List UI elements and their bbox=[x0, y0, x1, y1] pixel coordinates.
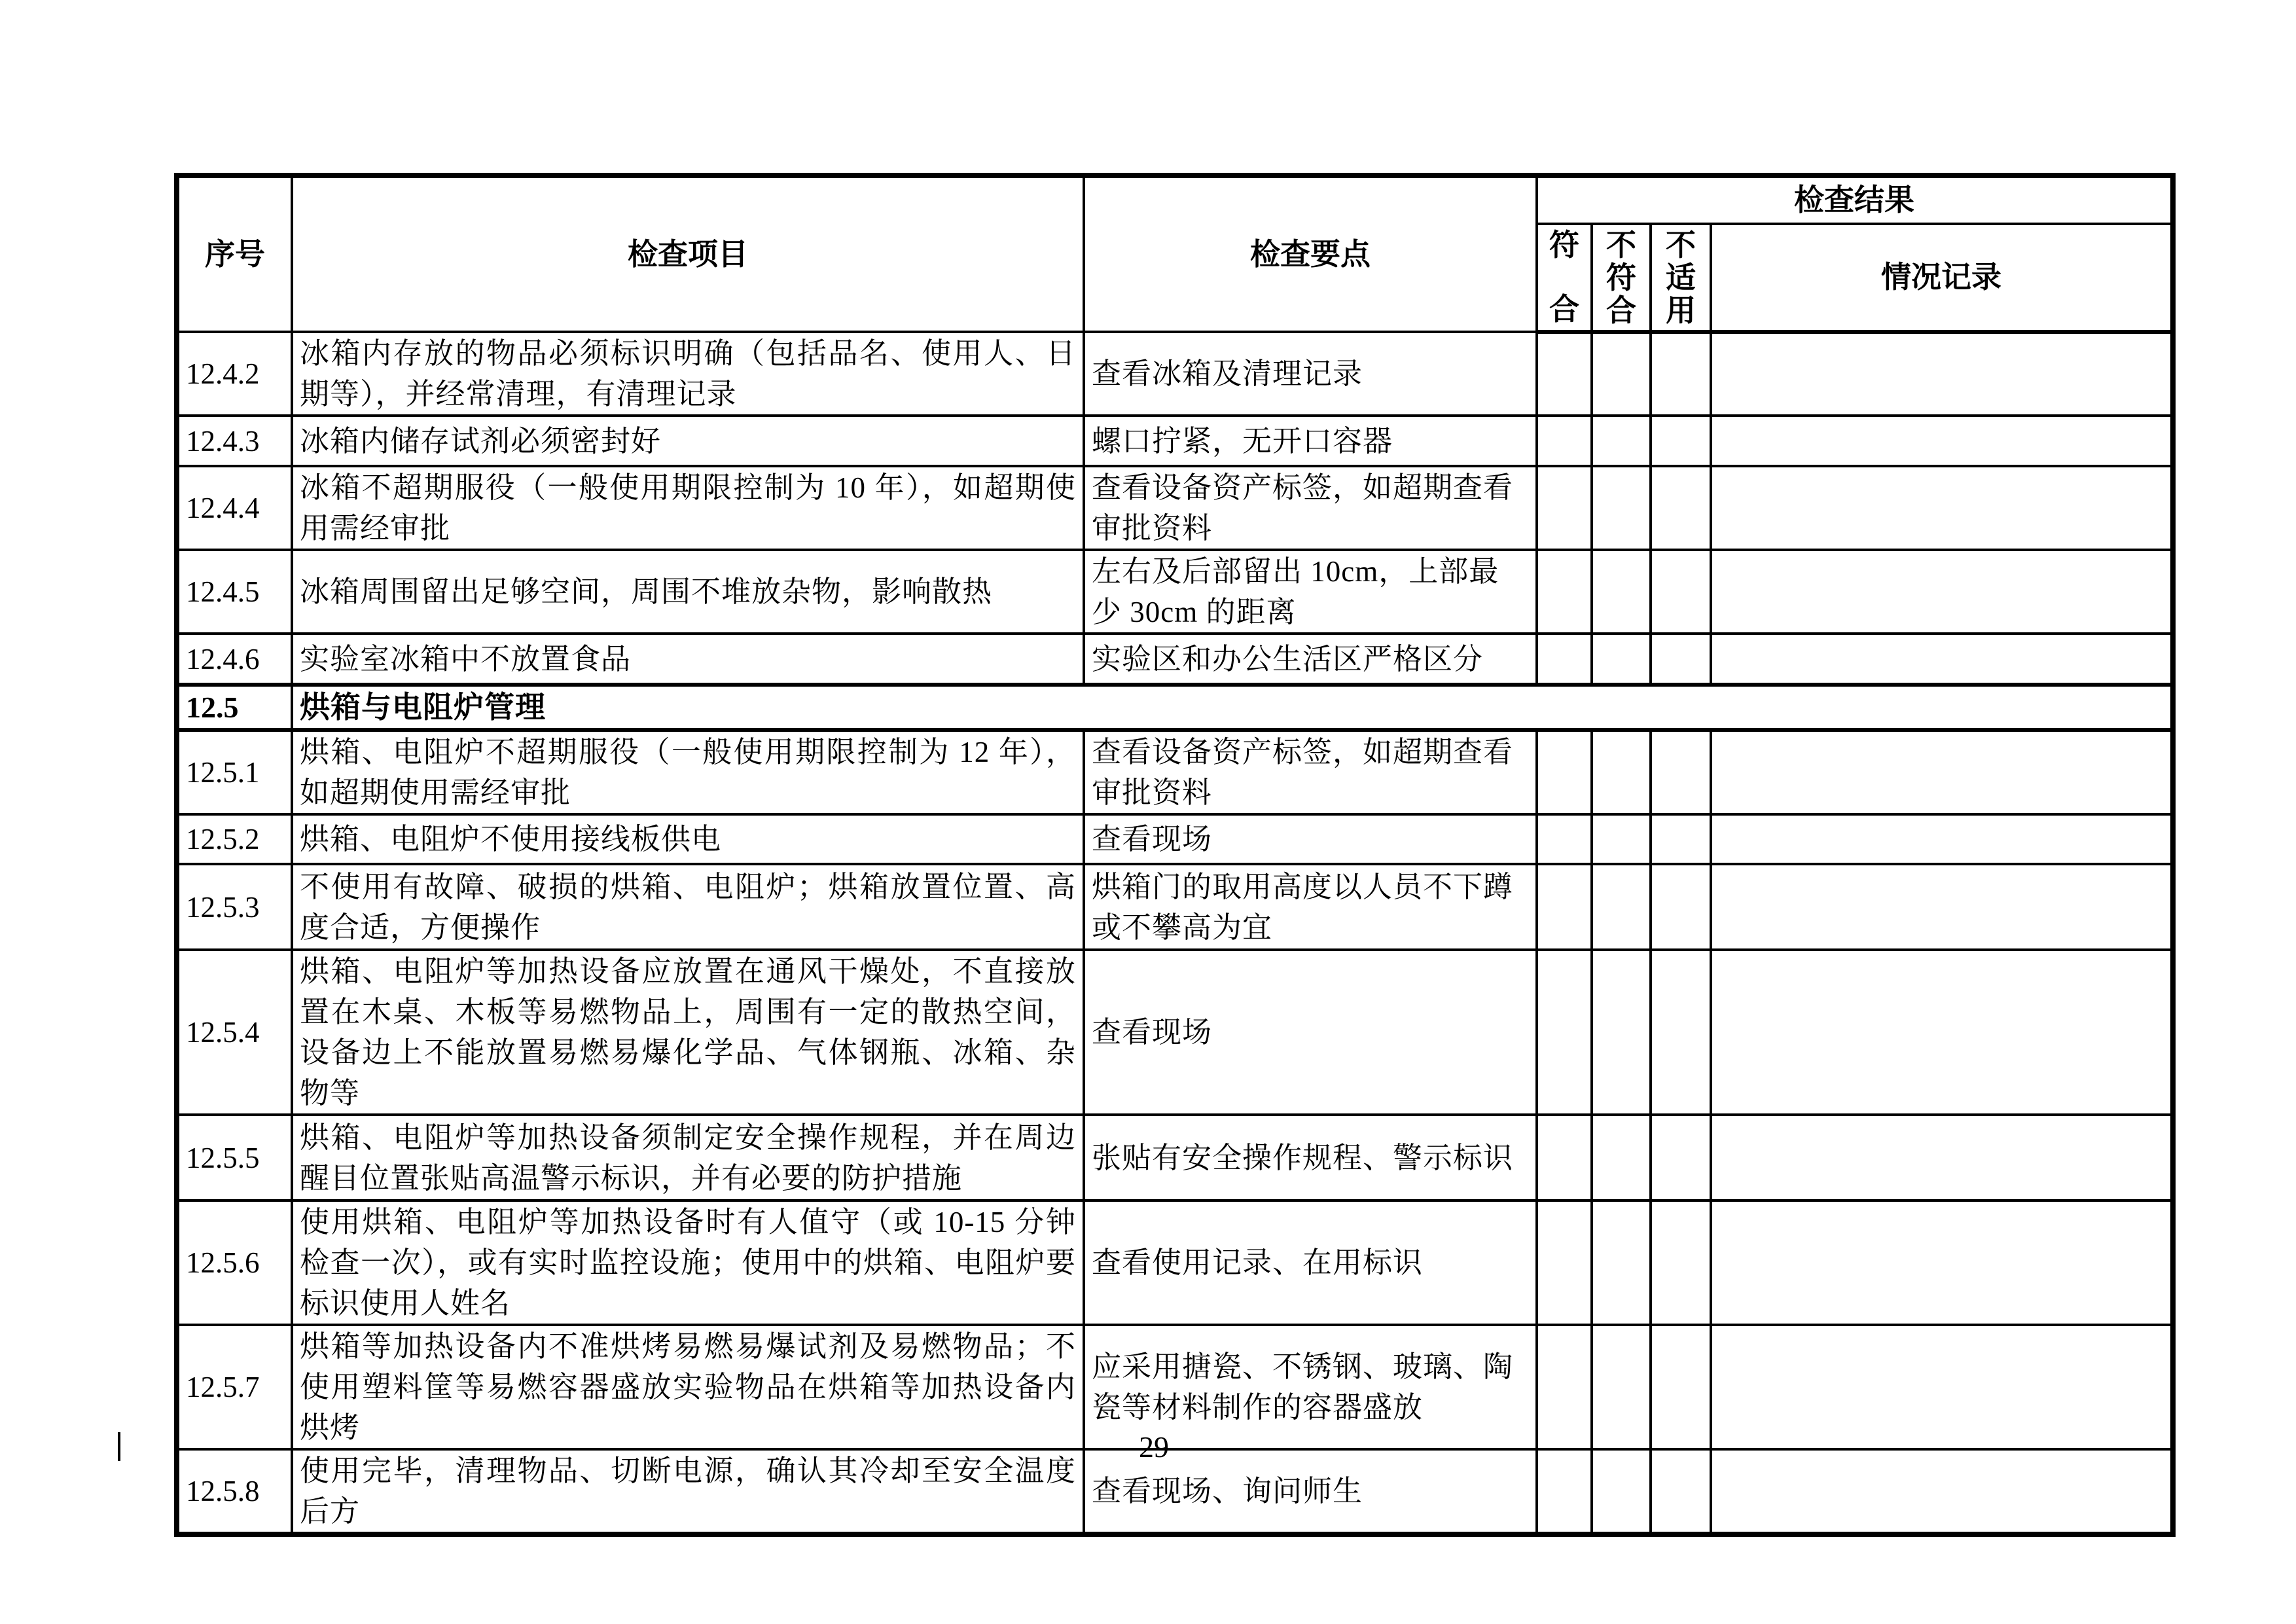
table-row bbox=[177, 950, 2173, 1115]
record-cell bbox=[1711, 814, 2173, 864]
table-header bbox=[177, 175, 2173, 332]
item-cell: 烘箱、电阻炉不使用接线板供电 bbox=[292, 814, 1084, 864]
result-conform-cell bbox=[1537, 950, 1592, 1115]
result-na-cell bbox=[1651, 550, 1711, 634]
row-id-cell: 12.5.3 bbox=[177, 864, 292, 950]
record-cell bbox=[1711, 730, 2173, 814]
result-na-cell bbox=[1651, 466, 1711, 550]
table-row bbox=[177, 634, 2173, 685]
item-cell: 冰箱不超期服役（一般使用期限控制为 10 年），如超期使用需经审批 bbox=[292, 466, 1084, 550]
item-cell: 使用完毕，清理物品、切断电源，确认其冷却至安全温度后方 bbox=[292, 1449, 1084, 1534]
record-cell bbox=[1711, 332, 2173, 416]
points-cell: 张贴有安全操作规程、警示标识 bbox=[1084, 1115, 1537, 1200]
item-column-header: 检查项目 bbox=[292, 175, 1084, 332]
row-id-cell: 12.4.3 bbox=[177, 416, 292, 466]
points-cell: 螺口拧紧，无开口容器 bbox=[1084, 416, 1537, 466]
table-row bbox=[177, 550, 2173, 634]
points-cell: 烘箱门的取用高度以人员不下蹲或不攀高为宜 bbox=[1084, 864, 1537, 950]
row-id-cell: 12.5.2 bbox=[177, 814, 292, 864]
points-cell: 实验区和办公生活区严格区分 bbox=[1084, 634, 1537, 685]
result-na-cell bbox=[1651, 332, 1711, 416]
result-conform-cell bbox=[1537, 730, 1592, 814]
table-body bbox=[177, 332, 2173, 1534]
record-column-header: 情况记录 bbox=[1711, 224, 2173, 332]
result-na-cell bbox=[1651, 730, 1711, 814]
result-conform-cell bbox=[1537, 466, 1592, 550]
inspection-checklist-table bbox=[174, 173, 2176, 1537]
conform-column-header bbox=[1537, 224, 1592, 332]
points-cell: 查看现场 bbox=[1084, 950, 1537, 1115]
result-conform-cell bbox=[1537, 1325, 1592, 1449]
nonconform-label: 不 符 合 bbox=[1606, 228, 1636, 327]
revision-bar-icon bbox=[118, 1432, 120, 1461]
item-cell: 烘箱、电阻炉等加热设备应放置在通风干燥处，不直接放置在木桌、木板等易燃物品上，周围有一定的散热空间，设备边上不能放置易燃易爆化学品、气体钢瓶、冰箱、杂物等 bbox=[292, 950, 1084, 1115]
serial-column-header: 序号 bbox=[177, 175, 292, 332]
table-row bbox=[177, 814, 2173, 864]
row-id-cell: 12.5 bbox=[177, 685, 292, 730]
result-conform-cell bbox=[1537, 1200, 1592, 1325]
result-na-cell bbox=[1651, 634, 1711, 685]
nonconform-column-header bbox=[1592, 224, 1651, 332]
table-row bbox=[177, 1449, 2173, 1534]
result-nonconform-cell bbox=[1592, 550, 1651, 634]
table-row bbox=[177, 1115, 2173, 1200]
points-cell: 查看冰箱及清理记录 bbox=[1084, 332, 1537, 416]
page-number: 29 bbox=[1139, 1430, 1169, 1464]
item-cell: 实验室冰箱中不放置食品 bbox=[292, 634, 1084, 685]
points-cell: 左右及后部留出 10cm，上部最少 30cm 的距离 bbox=[1084, 550, 1537, 634]
item-cell: 冰箱内存放的物品必须标识明确（包括品名、使用人、日期等），并经常清理，有清理记录 bbox=[292, 332, 1084, 416]
row-id-cell: 12.5.4 bbox=[177, 950, 292, 1115]
result-nonconform-cell bbox=[1592, 1115, 1651, 1200]
result-conform-cell bbox=[1537, 634, 1592, 685]
row-id-cell: 12.5.6 bbox=[177, 1200, 292, 1325]
not-applicable-label: 不 适 用 bbox=[1666, 228, 1696, 327]
record-cell bbox=[1711, 634, 2173, 685]
result-na-cell bbox=[1651, 950, 1711, 1115]
record-cell bbox=[1711, 1200, 2173, 1325]
result-nonconform-cell bbox=[1592, 730, 1651, 814]
table-row bbox=[177, 416, 2173, 466]
points-cell: 查看现场 bbox=[1084, 814, 1537, 864]
row-id-cell: 12.5.5 bbox=[177, 1115, 292, 1200]
result-na-cell bbox=[1651, 1325, 1711, 1449]
table-row bbox=[177, 1200, 2173, 1325]
section-title-cell: 烘箱与电阻炉管理 bbox=[292, 685, 2173, 730]
row-id-cell: 12.5.8 bbox=[177, 1449, 292, 1534]
record-cell bbox=[1711, 1325, 2173, 1449]
header-row-1 bbox=[177, 175, 2173, 224]
result-na-cell bbox=[1651, 864, 1711, 950]
result-conform-cell bbox=[1537, 864, 1592, 950]
result-nonconform-cell bbox=[1592, 814, 1651, 864]
row-id-cell: 12.5.1 bbox=[177, 730, 292, 814]
record-cell bbox=[1711, 1449, 2173, 1534]
table-row bbox=[177, 730, 2173, 814]
points-column-header: 检查要点 bbox=[1084, 175, 1537, 332]
result-conform-cell bbox=[1537, 416, 1592, 466]
result-conform-cell bbox=[1537, 550, 1592, 634]
result-nonconform-cell bbox=[1592, 1325, 1651, 1449]
row-id-cell: 12.4.2 bbox=[177, 332, 292, 416]
conform-label: 符 合 bbox=[1549, 228, 1579, 326]
result-na-cell bbox=[1651, 814, 1711, 864]
result-nonconform-cell bbox=[1592, 466, 1651, 550]
item-cell: 冰箱内储存试剂必须密封好 bbox=[292, 416, 1084, 466]
result-na-cell bbox=[1651, 1115, 1711, 1200]
not-applicable-column-header bbox=[1651, 224, 1711, 332]
result-na-cell bbox=[1651, 1200, 1711, 1325]
result-conform-cell bbox=[1537, 814, 1592, 864]
table-row bbox=[177, 864, 2173, 950]
result-na-cell bbox=[1651, 416, 1711, 466]
record-cell bbox=[1711, 950, 2173, 1115]
result-nonconform-cell bbox=[1592, 634, 1651, 685]
result-conform-cell bbox=[1537, 1449, 1592, 1534]
item-cell: 烘箱等加热设备内不准烘烤易燃易爆试剂及易燃物品；不使用塑料筐等易燃容器盛放实验物品在烘箱等加热设备内烘烤 bbox=[292, 1325, 1084, 1449]
record-cell bbox=[1711, 466, 2173, 550]
result-nonconform-cell bbox=[1592, 416, 1651, 466]
record-cell bbox=[1711, 1115, 2173, 1200]
result-conform-cell bbox=[1537, 332, 1592, 416]
result-nonconform-cell bbox=[1592, 864, 1651, 950]
result-group-header: 检查结果 bbox=[1537, 175, 2173, 224]
table-row bbox=[177, 466, 2173, 550]
item-cell: 烘箱、电阻炉不超期服役（一般使用期限控制为 12 年），如超期使用需经审批 bbox=[292, 730, 1084, 814]
table-row bbox=[177, 1325, 2173, 1449]
points-cell: 查看现场、询问师生 bbox=[1084, 1449, 1537, 1534]
item-cell: 冰箱周围留出足够空间，周围不堆放杂物，影响散热 bbox=[292, 550, 1084, 634]
points-cell: 查看设备资产标签，如超期查看审批资料 bbox=[1084, 730, 1537, 814]
section-row bbox=[177, 685, 2173, 730]
record-cell bbox=[1711, 864, 2173, 950]
points-cell: 查看使用记录、在用标识 bbox=[1084, 1200, 1537, 1325]
row-id-cell: 12.4.5 bbox=[177, 550, 292, 634]
result-nonconform-cell bbox=[1592, 950, 1651, 1115]
row-id-cell: 12.4.4 bbox=[177, 466, 292, 550]
record-cell bbox=[1711, 416, 2173, 466]
result-nonconform-cell bbox=[1592, 1449, 1651, 1534]
result-nonconform-cell bbox=[1592, 1200, 1651, 1325]
row-id-cell: 12.4.6 bbox=[177, 634, 292, 685]
row-id-cell: 12.5.7 bbox=[177, 1325, 292, 1449]
result-na-cell bbox=[1651, 1449, 1711, 1534]
record-cell bbox=[1711, 550, 2173, 634]
result-nonconform-cell bbox=[1592, 332, 1651, 416]
points-cell: 查看设备资产标签，如超期查看审批资料 bbox=[1084, 466, 1537, 550]
points-cell: 应采用搪瓷、不锈钢、玻璃、陶瓷等材料制作的容器盛放 bbox=[1084, 1325, 1537, 1449]
item-cell: 不使用有故障、破损的烘箱、电阻炉；烘箱放置位置、高度合适，方便操作 bbox=[292, 864, 1084, 950]
item-cell: 使用烘箱、电阻炉等加热设备时有人值守（或 10-15 分钟检查一次），或有实时监控设施；使用中的烘箱、电阻炉要标识使用人姓名 bbox=[292, 1200, 1084, 1325]
table-row bbox=[177, 332, 2173, 416]
result-conform-cell bbox=[1537, 1115, 1592, 1200]
item-cell: 烘箱、电阻炉等加热设备须制定安全操作规程，并在周边醒目位置张贴高温警示标识，并有必要的防护措施 bbox=[292, 1115, 1084, 1200]
